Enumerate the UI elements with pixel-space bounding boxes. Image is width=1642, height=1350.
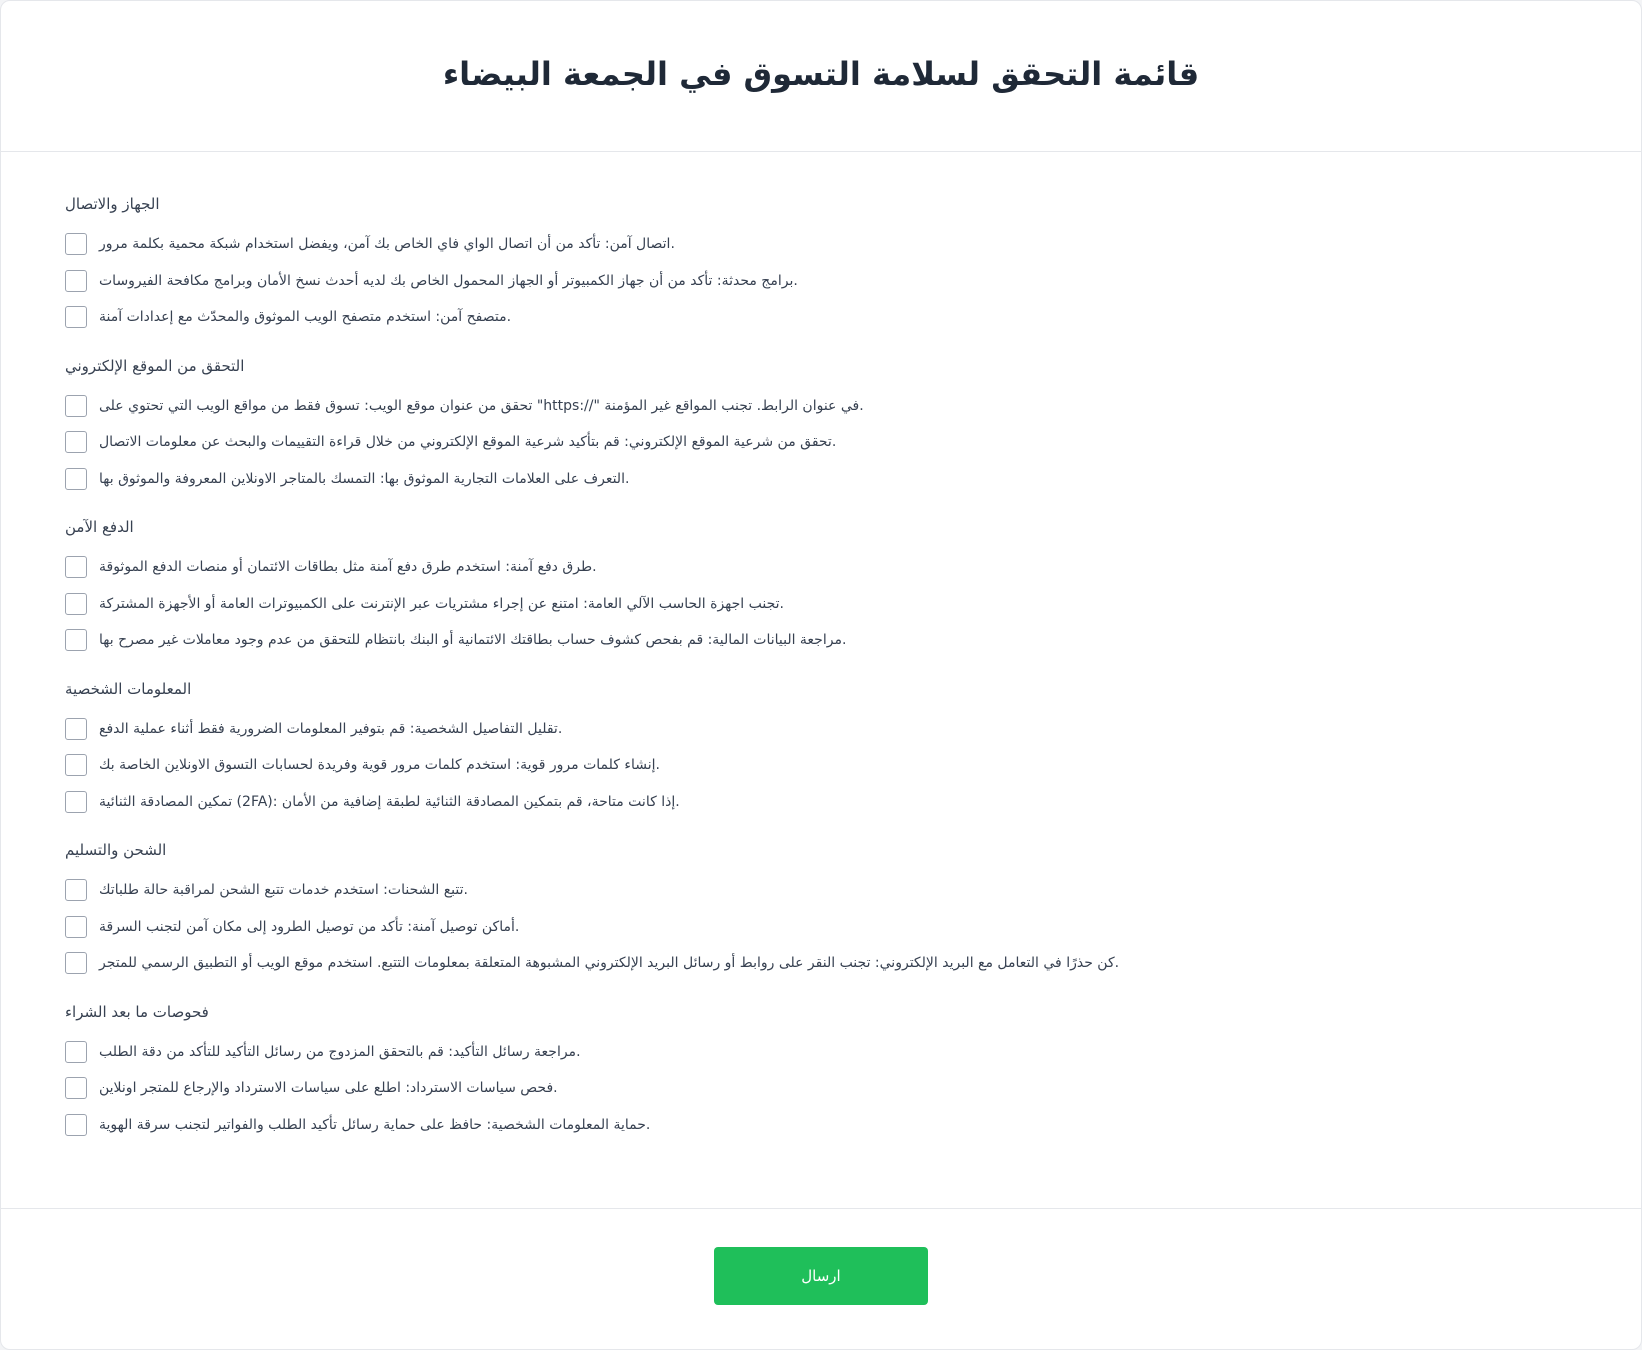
item-checkbox[interactable]: [65, 791, 87, 813]
checklist-section: [1, 838, 1641, 982]
item-checkbox[interactable]: [65, 718, 87, 740]
page-title: قائمة التحقق لسلامة التسوق في الجمعة البيضاء: [442, 55, 1200, 93]
item-checkbox[interactable]: [65, 952, 87, 974]
header: [1, 1, 1641, 152]
item-checkbox[interactable]: [65, 879, 87, 901]
checklist-item: [65, 586, 1641, 623]
checklist-item: [65, 226, 1641, 263]
item-checkbox[interactable]: [65, 468, 87, 490]
checklist-item: [65, 299, 1641, 336]
item-label: إنشاء كلمات مرور قوية: استخدم كلمات مرور قوية وفريدة لحسابات التسوق الاونلاين الخاصة بك.: [99, 757, 660, 774]
checklist-content: [1, 152, 1641, 1210]
checklist-section: [1, 677, 1641, 821]
footer: [1, 1208, 1641, 1349]
checklist-item: [65, 622, 1641, 659]
item-checkbox[interactable]: [65, 1077, 87, 1099]
item-label: أماكن توصيل آمنة: تأكد من توصيل الطرود إلى مكان آمن لتجنب السرقة.: [99, 918, 520, 935]
item-label: برامج محدثة: تأكد من أن جهاز الكمبيوتر أو الجهاز المحمول الخاص بك لديه أحدث نسخ الأمان وبرامج مكافحة الفيروسات.: [99, 272, 798, 289]
submit-button[interactable]: ارسال: [714, 1247, 928, 1305]
checklist-item: [65, 747, 1641, 784]
item-label: تتبع الشحنات: استخدم خدمات تتبع الشحن لمراقبة حالة طلباتك.: [99, 882, 468, 899]
checklist-section: [1, 515, 1641, 659]
item-label: كن حذرًا في التعامل مع البريد الإلكتروني: تجنب النقر على روابط أو رسائل البريد الإلكتروني المشبوهة المتعلقة بمعلومات التتبع. استخدم موقع الويب أو التطبيق الرسمي للمتجر.: [99, 955, 1120, 972]
item-label: تمكين المصادقة الثنائية (2FA): إذا كانت متاحة، قم بتمكين المصادقة الثنائية لطبقة إضافية من الأمان.: [99, 793, 680, 810]
sections-container: [1, 192, 1641, 1143]
item-checkbox[interactable]: [65, 431, 87, 453]
item-checkbox[interactable]: [65, 306, 87, 328]
item-checkbox[interactable]: [65, 556, 87, 578]
section-title: فحوصات ما بعد الشراء: [65, 1002, 209, 1021]
item-label: متصفح آمن: استخدم متصفح الويب الموثوق والمحدّث مع إعدادات آمنة.: [99, 309, 512, 326]
checklist-item: [65, 945, 1641, 982]
item-label: تحقق من شرعية الموقع الإلكتروني: قم بتأكيد شرعية الموقع الإلكتروني من خلال قراءة التقييمات والبحث عن معلومات الاتصال.: [99, 434, 837, 451]
checklist-item: [65, 263, 1641, 300]
checklist-item: [65, 1034, 1641, 1071]
item-checkbox[interactable]: [65, 1114, 87, 1136]
section-title: الدفع الآمن: [65, 518, 134, 536]
section-title: المعلومات الشخصية: [65, 679, 192, 698]
item-checkbox[interactable]: [65, 395, 87, 417]
item-label: اتصال آمن: تأكد من أن اتصال الواي فاي الخاص بك آمن، ويفضل استخدام شبكة محمية بكلمة مرور.: [99, 236, 675, 253]
item-checkbox[interactable]: [65, 593, 87, 615]
item-label: طرق دفع آمنة: استخدم طرق دفع آمنة مثل بطاقات الائتمان أو منصات الدفع الموثوقة.: [99, 559, 597, 576]
checklist-section: [1, 354, 1641, 498]
checklist-item: [65, 424, 1641, 461]
item-label: حماية المعلومات الشخصية: حافظ على حماية رسائل تأكيد الطلب والفواتير لتجنب سرقة الهوية.: [99, 1116, 651, 1133]
item-checkbox[interactable]: [65, 233, 87, 255]
item-label: مراجعة رسائل التأكيد: قم بالتحقق المزدوج من رسائل التأكيد للتأكد من دقة الطلب.: [99, 1043, 581, 1060]
checklist-item: [65, 461, 1641, 498]
item-label: تقليل التفاصيل الشخصية: قم بتوفير المعلومات الضرورية فقط أثناء عملية الدفع.: [99, 720, 563, 737]
item-label: التعرف على العلامات التجارية الموثوق بها: التمسك بالمتاجر الاونلاين المعروفة والموثوق بها.: [99, 470, 630, 487]
checklist-item: [65, 388, 1641, 425]
item-checkbox[interactable]: [65, 1041, 87, 1063]
item-label: فحص سياسات الاسترداد: اطلع على سياسات الاسترداد والإرجاع للمتجر اونلاين.: [99, 1080, 558, 1097]
section-title: الشحن والتسليم: [65, 841, 167, 859]
checklist-item: [65, 1107, 1641, 1144]
item-label: مراجعة البيانات المالية: قم بفحص كشوف حساب بطاقتك الائتمانية أو البنك بانتظام للتحقق من عدم وجود معاملات غير مصرح بها.: [99, 632, 847, 649]
section-title: التحقق من الموقع الإلكتروني: [65, 356, 245, 375]
item-label: تجنب اجهزة الحاسب الآلي العامة: امتنع عن إجراء مشتريات عبر الإنترنت على الكمبيوترات العامة أو الأجهزة المشتركة.: [99, 595, 784, 612]
item-checkbox[interactable]: [65, 916, 87, 938]
checklist-item: [65, 549, 1641, 586]
checklist-section: [1, 192, 1641, 336]
item-label: تحقق من عنوان موقع الويب: تسوق فقط من مواقع الويب التي تحتوي على "https://" في عنوان الرابط. تجنب المواقع غير المؤمنة.: [99, 397, 864, 414]
item-checkbox[interactable]: [65, 754, 87, 776]
checklist-item: [65, 909, 1641, 946]
checklist-item: [65, 784, 1641, 821]
checklist-item: [65, 711, 1641, 748]
checklist-item: [65, 1070, 1641, 1107]
section-title: الجهاز والاتصال: [65, 195, 160, 213]
item-checkbox[interactable]: [65, 629, 87, 651]
checklist-section: [1, 1000, 1641, 1144]
item-checkbox[interactable]: [65, 270, 87, 292]
checklist-item: [65, 872, 1641, 909]
